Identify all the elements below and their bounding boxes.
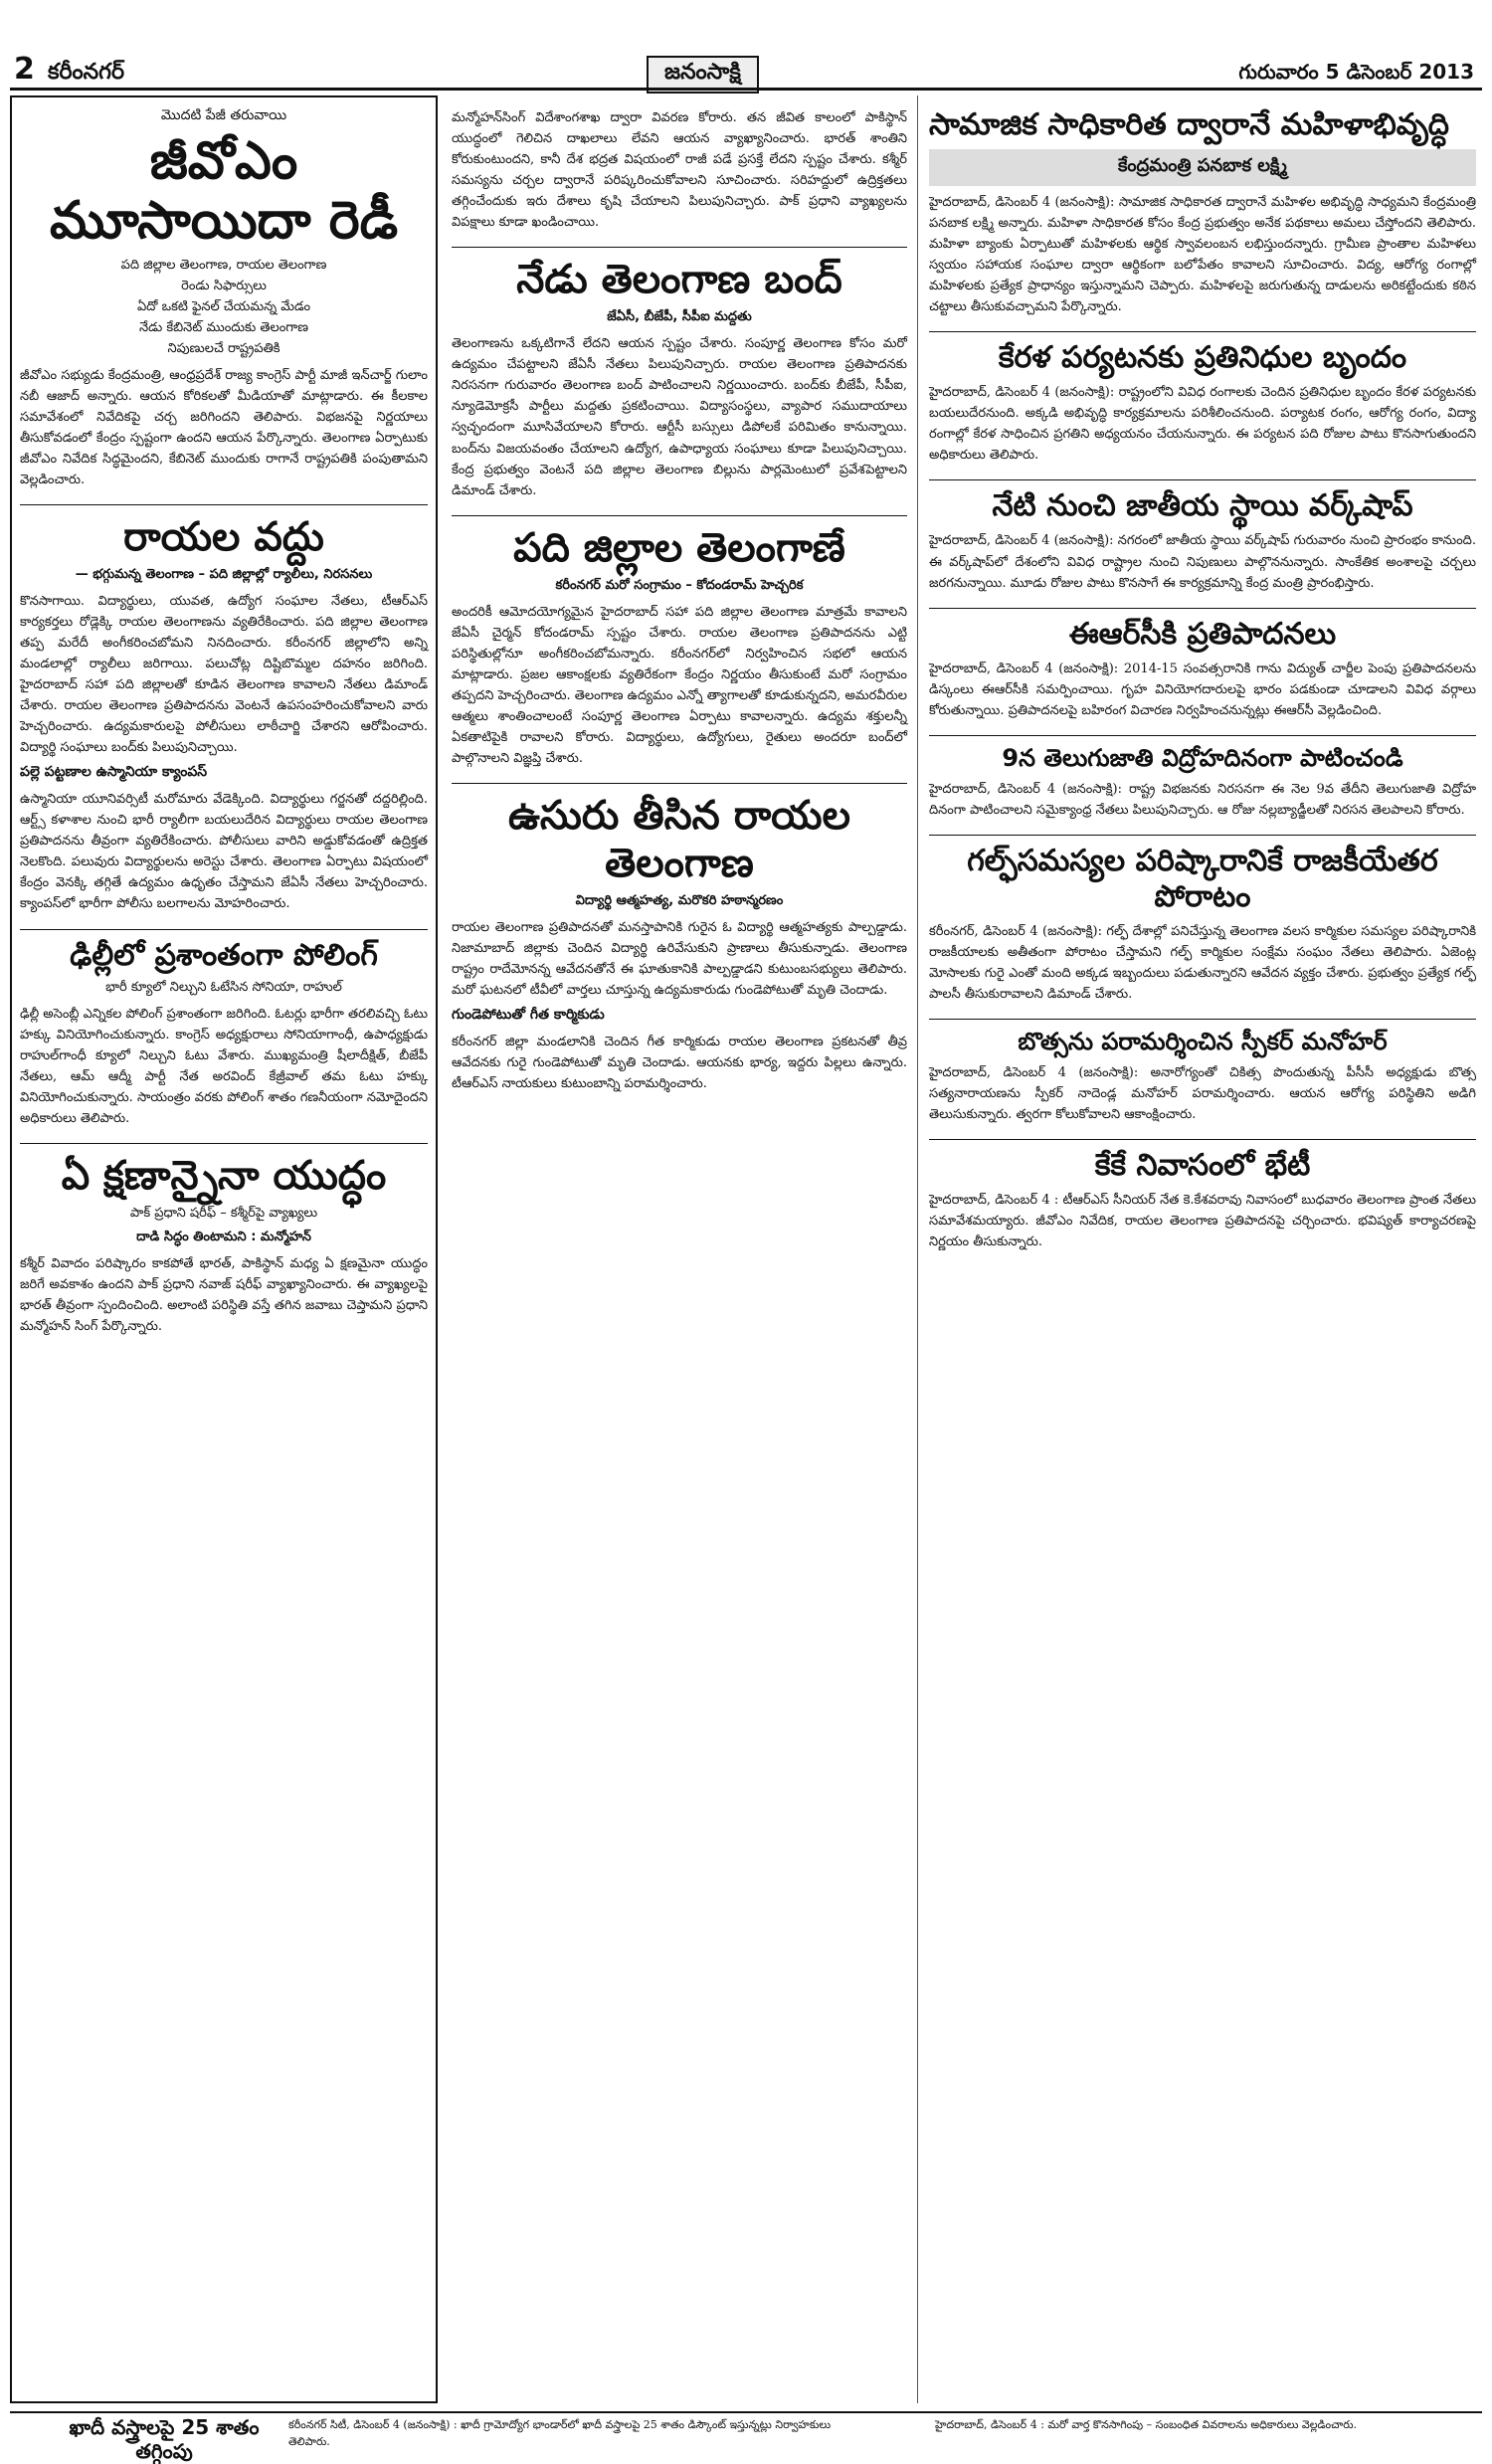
article-delhi-polling	[20, 938, 428, 1144]
article-subhead: భారీ క్యూలో నిల్చుని ఓటేసిన సోనియా, రాహుల్	[105, 979, 342, 995]
article-subhead: రెండు సిఫార్సులు	[181, 278, 267, 293]
article-body: హైదరాబాద్, డిసెంబర్ 4 : టీఆర్‌ఎస్ సీనియర్ నేత కె.కేశవరావు నివాసంలో బుధవారం తెలంగాణ ప్రాంత నేతలు సమావేశమయ్యారు. జీవోఎం నివేదిక, రాయల తెలంగాణ ప్రతిపాదనపై చర్చించారు. భవిష్యత్ కార్యాచరణపై నిర్ణయం తీసుకున్నారు.	[929, 1192, 1476, 1249]
article-subhead: నేడు కేబినెట్ ముందుకు తెలంగాణ	[138, 319, 309, 335]
article-rayala-deaths	[452, 792, 907, 1094]
article-body: ఢిల్లీ అసెంబ్లీ ఎన్నికల పోలింగ్ ప్రశాంతంగా జరిగింది. ఓటర్లు భారీగా తరలివచ్చి ఓటు హక్కు వినియోగించుకున్నారు. కాంగ్రెస్ అధ్యక్షురాలు సోనియాగాంధీ, ఉపాధ్యక్షుడు రాహుల్‌గాంధీ క్యూలో నిల్చుని ఓటు వేశారు. ముఖ్యమంత్రి షీలాదీక్షిత్, బీజేపీ నేతలు, ఆమ్ ఆద్మీ పార్టీ నేత అరవింద్ కేజ్రీవాల్ తమ ఓటు హక్కు వినియోగించుకున్నారు. సాయంత్రం వరకు పోలింగ్ శాతం గణనీయంగా నమోదైందని అధికారులు తెలిపారు.	[20, 1006, 428, 1126]
article-subhead: ఏదో ఒకటి ఫైనల్ చేయమన్న మేడం	[136, 298, 311, 314]
footer-right-body: హైదరాబాద్, డిసెంబర్ 4 : మరో వార్త కొనసాగింపు – సంబంధిత వివరాలను అధికారులు వెల్లడించారు.	[935, 2418, 1358, 2431]
article-betrayal-day	[929, 744, 1476, 836]
article-speaker-visit	[929, 1028, 1476, 1140]
article-byline: కరీంనగర్ మరో సంగ్రామం – కోదండరామ్ హెచ్చరిక	[555, 577, 804, 593]
article-byline: దాడి సిద్ధం తింటామని : మన్మోహన్	[136, 1229, 311, 1244]
article-byline-strip: కేంద్రమంత్రి పనబాక లక్ష్మి	[929, 149, 1476, 186]
article-headline: గల్ఫ్‌సమస్యల పరిష్కారానికే రాజకీయేతర పోరాటం	[967, 843, 1438, 914]
article-byline: — భగ్గుమన్న తెలంగాణ – పది జిల్లాల్లో ర్యాలీలు, నిరసనలు	[75, 566, 373, 582]
article-kerala-tour	[929, 340, 1476, 480]
article-body: కరీంనగర్, డిసెంబర్ 4 (జనంసాక్షి): గల్ఫ్ దేశాల్లో పనిచేస్తున్న తెలంగాణ వలస కార్మికుల సమస్యల పరిష్కారానికి రాజకీయాలకు అతీతంగా పోరాటం చేస్తామని గల్ఫ్ కార్మికుల సంక్షేమ సంఘం నేతలు తెలిపారు. ఏజెంట్ల మోసాలకు గురై ఎంతో మంది అక్కడ ఇబ్బందులు పడుతున్నారని ఆవేదన వ్యక్తం చేశారు. ప్రభుత్వం ప్రత్యేక గల్ఫ్ పాలసీ తీసుకురావాలని డిమాండ్ చేశారు.	[929, 923, 1476, 1002]
edition-date: గురువారం 5 డిసెంబర్ 2013	[1238, 60, 1474, 84]
article-rayala-vaddu	[20, 513, 428, 930]
edition-city: కరీంనగర్	[48, 60, 125, 85]
article-headline: నేడు తెలంగాణ బంద్	[516, 257, 842, 303]
footer-body: కరీంనగర్ సిటీ, డిసెంబర్ 4 (జనంసాక్షి) : ఖాదీ గ్రామోద్యోగ భాండార్‌లో ఖాదీ వస్త్రాలపై 25 శాతం డిస్కౌంట్ ఇస్తున్నట్లు నిర్వాహకులు తెలిపారు.	[288, 2418, 832, 2448]
article-section-head: గుండెపోటుతో గీత కార్మికుడు	[452, 1007, 605, 1024]
article-subhead: పాక్ ప్రధాని షరీఫ్ – కశ్మీర్‌పై వ్యాఖ్యలు	[129, 1205, 318, 1221]
article-continued	[452, 107, 907, 248]
article-headline: 9న తెలుగుజాతి విద్రోహదినంగా పాటించండి	[1002, 743, 1403, 772]
page-number: 2	[14, 52, 35, 87]
article-body: రాయల తెలంగాణ ప్రతిపాదనతో మనస్తాపానికి గురైన ఓ విద్యార్థి ఆత్మహత్యకు పాల్పడ్డాడు. నిజామాబాద్ జిల్లాకు చెందిన విద్యార్థి ఉరివేసుకుని ప్రాణాలు తీసుకున్నాడు. తెలంగాణ రాష్ట్రం రాదేమోనన్న ఆవేదనతోనే ఈ ఘాతుకానికి పాల్పడ్డాడని కుటుంబసభ్యులు తెలిపారు. మరో ఘటనలో టీవీలో వార్తలు చూస్తున్న ఉద్యమకారుడు గుండెపోటుతో మృతి చెందాడు.	[452, 920, 907, 999]
article-ten-districts	[452, 524, 907, 784]
article-body: కశ్మీర్ వివాదం పరిష్కారం కాకపోతే భారత్, పాకిస్థాన్ మధ్య ఏ క్షణమైనా యుద్ధం జరిగే అవకాశం ఉందని పాక్ ప్రధాని నవాజ్ షరీఫ్ వ్యాఖ్యానించారు. ఈ వ్యాఖ్యలపై భారత్ తీవ్రంగా స్పందించింది. అలాంటి పరిస్థితి వస్తే తగిన జవాబు చెప్తామని ప్రధాని మన్మోహన్ సింగ్ పేర్కొన్నారు.	[20, 1255, 428, 1334]
article-gom-draft	[20, 107, 428, 505]
column-left	[10, 95, 438, 2403]
article-telangana-bandh	[452, 256, 907, 515]
article-headline: జీవోఎం మూసాయిదా రెడీ	[49, 131, 399, 251]
article-women-empowerment	[929, 107, 1476, 332]
article-body: హైదరాబాద్, డిసెంబర్ 4 (జనంసాక్షి): రాష్ట్ర విభజనకు నిరసనగా ఈ నెల 9వ తేదీని తెలుగుజాతి విద్రోహ దినంగా పాటించాలని సమైక్యాంధ్ర నేతలు పిలుపునిచ్చారు. ఆ రోజు నల్లబ్యాడ్జీలతో నిరసన తెలపాలని కోరారు.	[929, 781, 1476, 818]
article-headline: రాయల వద్దు	[123, 513, 324, 560]
article-kk-meeting	[929, 1148, 1476, 1252]
article-headline: బొత్సను పరామర్శించిన స్పీకర్ మనోహర్	[1018, 1027, 1388, 1055]
article-workshop	[929, 488, 1476, 608]
article-body: కరీంనగర్ జిల్లా మండలానికి చెందిన గీత కార్మికుడు రాయల తెలంగాణ ప్రకటనతో తీవ్ర ఆవేదనకు గురై గుండెపోటుతో మృతి చెందాడు. ఆయనకు భార్య, ఇద్దరు పిల్లలు ఉన్నారు. టీఆర్‌ఎస్ నాయకులు కుటుంబాన్ని పరామర్శించారు.	[452, 1035, 907, 1092]
article-body: ఉస్మానియా యూనివర్సిటీ మరోమారు వేడెక్కింది. విద్యార్థులు గర్జనతో దద్దరిల్లింది. ఆర్ట్స్ కళాశాల నుంచి భారీ ర్యాలీగా బయలుదేరిన విద్యార్థులు రాయల తెలంగాణ ప్రతిపాదనను తీవ్రంగా వ్యతిరేకించారు. పోలీసులు వారిని అడ్డుకోవడంతో ఉద్రిక్తత నెలకొంది. పలువురు విద్యార్థులను అరెస్టు చేశారు. తెలంగాణ ఏర్పాటు విషయంలో కేంద్రం వెనక్కి తగ్గితే ఉద్యమం ఉధృతం చేస్తామని జేఏసీ నేతలు హెచ్చరించారు. క్యాంపస్‌లో భారీగా పోలీసు బలగాలను మోహరించారు.	[20, 792, 428, 912]
article-body: హైదరాబాద్, డిసెంబర్ 4 (జనంసాక్షి): 2014-15 సంవత్సరానికి గాను విద్యుత్ చార్జీల పెంపు ప్రతిపాదనలను డిస్కంలు ఈఆర్‌సీకి సమర్పించాయి. గృహ వినియోగదారులపై భారం పడకుండా చూడాలని వివిధ వర్గాలు కోరుతున్నాయి. ప్రతిపాదనలపై బహిరంగ విచారణ నిర్వహించనున్నట్లు ఈఆర్‌సీ వెల్లడించింది.	[929, 661, 1476, 718]
article-headline: ఢిల్లీలో ప్రశాంతంగా పోలింగ్	[70, 937, 378, 973]
article-headline: ఉసురు తీసిన రాయల తెలంగాణ	[508, 793, 850, 887]
article-body: అందరికీ ఆమోదయోగ్యమైన హైదరాబాద్ సహా పది జిల్లాల తెలంగాణ మాత్రమే కావాలని జేఏసీ చైర్మన్ కోదండరామ్ స్పష్టం చేశారు. రాయల తెలంగాణ ప్రతిపాదనను ఎట్టి పరిస్థితుల్లోనూ అంగీకరించబోమన్నారు. కరీంనగర్‌లో నిర్వహించిన సభలో ఆయన మాట్లాడారు. ప్రజల ఆకాంక్షలకు వ్యతిరేకంగా కేంద్రం నిర్ణయం తీసుకుంటే మరో సంగ్రామం తప్పదని హెచ్చరించారు. తెలంగాణ ఉద్యమం ఎన్నో త్యాగాలతో కూడుకున్నదని, అమరవీరుల ఆత్మలు శాంతించాలంటే సంపూర్ణ తెలంగాణ ఏర్పాటు కావాలన్నారు. ఉద్యమ శక్తులన్నీ ఏకతాటిపైకి రావాలని కోరారు. విద్యార్థులు, ఉద్యోగులు, రైతులు అందరూ బంద్‌లో పాల్గొనాలని విజ్ఞప్తి చేశారు.	[452, 604, 907, 766]
column-right	[923, 95, 1482, 2403]
article-headline: పది జిల్లాల తెలంగాణే	[513, 524, 845, 571]
article-body: హైదరాబాద్, డిసెంబర్ 4 (జనంసాక్షి): నగరంలో జాతీయ స్థాయి వర్క్‌షాప్ గురువారం నుంచి ప్రారంభం కానుంది. ఈ వర్క్‌షాప్‌లో దేశంలోని వివిధ రాష్ట్రాల నుంచి నిపుణులు పాల్గొననున్నారు. సాంకేతిక అంశాలపై చర్చలు జరగనున్నాయి. మూడు రోజుల పాటు కొనసాగే ఈ కార్యక్రమాన్ని కేంద్ర మంత్రి ప్రారంభిస్తారు.	[929, 533, 1476, 591]
article-section-head: పల్లె పట్టణాల ఉస్మానియా క్యాంపస్	[20, 764, 208, 781]
masthead	[0, 0, 1492, 87]
article-byline: జేఏసీ, బీజేపీ, సీపీఐ మద్దతు	[607, 309, 752, 325]
article-headline: కేరళ పర్యటనకు ప్రతినిధుల బృందం	[998, 340, 1407, 376]
newspaper-logo: జనంసాక్షి	[647, 56, 759, 94]
article-headline: కేకే నివాసంలో భేటీ	[1094, 1147, 1311, 1183]
footer-strip	[10, 2411, 1482, 2461]
article-byline: విద్యార్థి ఆత్మహత్య, మరొకరి హఠాన్మరణం	[575, 893, 784, 909]
column-middle	[446, 95, 913, 2403]
article-body: తెలంగాణను ఒక్కటిగానే లేదని ఆయన స్పష్టం చేశారు. సంపూర్ణ తెలంగాణ కోసం మరో ఉద్యమం చేపట్టాలని జేఏసీ నేతలు పిలుపునిచ్చారు. రాయల తెలంగాణ ప్రతిపాదనకు నిరసనగా గురువారం తెలంగాణ బంద్ పాటించాలని నిర్ణయించారు. బంద్‌కు బీజేపీ, సీపీఐ, న్యూడెమోక్రసీ పార్టీలు మద్దతు ప్రకటించాయి. విద్యాసంస్థలు, వ్యాపార సముదాయాలు స్వచ్ఛందంగా మూసివేయాలని కోరారు. ఆర్టీసీ బస్సులు డిపోలకే పరిమితం కానున్నాయి. బంద్‌ను విజయవంతం చేయాలని ఉద్యోగ, ఉపాధ్యాయ సంఘాలు కూడా పిలుపునిచ్చాయి. కేంద్ర ప్రభుత్వం వెంటనే పది జిల్లాల తెలంగాణ బిల్లును పార్లమెంటులో ప్రవేశపెట్టాలని డిమాండ్ చేశారు.	[452, 336, 907, 498]
article-body: హైదరాబాద్, డిసెంబర్ 4 (జనంసాక్షి): సామాజిక సాధికారత ద్వారానే మహిళల అభివృద్ధి సాధ్యమని కేంద్రమంత్రి పనబాక లక్ష్మి అన్నారు. మహిళా సాధికారత కోసం కేంద్ర ప్రభుత్వం అనేక పథకాలు అమలు చేస్తోందని తెలిపారు. మహిళా బ్యాంకు ఏర్పాటుతో మహిళలకు ఆర్థిక స్వావలంబన లభిస్తుందన్నారు. గ్రామీణ ప్రాంతాల మహిళలు స్వయం సహాయక సంఘాల ద్వారా ఆర్థికంగా బలోపేతం కావాలని సూచించారు. విద్య, ఆరోగ్య రంగాల్లో మహిళలకు ప్రత్యేక ప్రాధాన్యం ఇస్తున్నామని చెప్పారు. మహిళలపై జరుగుతున్న దాడులను అరికట్టేందుకు కఠిన చట్టాలు తీసుకువచ్చామని పేర్కొన్నారు.	[929, 195, 1476, 315]
masthead-rule	[10, 88, 1482, 91]
article-kicker: మొదటి పేజీ తరువాయి	[160, 107, 287, 123]
article-subhead: నిపుణులచే రాష్ట్రపతికి	[167, 340, 280, 356]
article-body: కొనసాగాయి. విద్యార్థులు, యువత, ఉద్యోగ సంఘాల నేతలు, టీఆర్‌ఎస్ కార్యకర్తలు రోడ్లెక్కి రాయల తెలంగాణను వ్యతిరేకించారు. పది జిల్లాల తెలంగాణ తప్ప మరేదీ అంగీకరించబోమని నినదించారు. కరీంనగర్ జిల్లాలోని అన్ని మండలాల్లో ర్యాలీలు జరిగాయి. పలుచోట్ల దిష్టిబొమ్మల దహనం జరిగింది. హైదరాబాద్ సహా పది జిల్లాలతో కూడిన తెలంగాణ కావాలని నేతలు డిమాండ్ చేశారు. రాయల తెలంగాణ ప్రతిపాదనను వెంటనే ఉపసంహరించుకోవాలని వారు హెచ్చరించారు. ఉద్యమకారులపై పోలీసులు లాఠీచార్జి చేశారని ఆరోపించారు. విద్యార్థి సంఘాలు బంద్‌కు పిలుపునిచ్చాయి.	[20, 593, 428, 756]
article-body: హైదరాబాద్, డిసెంబర్ 4 (జనంసాక్షి): అనారోగ్యంతో చికిత్స పొందుతున్న పీసీసీ అధ్యక్షుడు బొత్స సత్యనారాయణను స్పీకర్ నాదెండ్ల మనోహర్ పరామర్శించారు. ఆయన ఆరోగ్య పరిస్థితిని అడిగి తెలుసుకున్నారు. త్వరగా కోలుకోవాలని ఆకాంక్షించారు.	[929, 1064, 1476, 1122]
article-erc-proposals	[929, 617, 1476, 736]
article-headline: నేటి నుంచి జాతీయ స్థాయి వర్క్‌షాప్	[992, 488, 1413, 524]
article-headline: ఈఆర్‌సీకి ప్రతిపాదనలు	[1068, 616, 1337, 652]
article-gulf-issues	[929, 844, 1476, 1020]
article-body: హైదరాబాద్, డిసెంబర్ 4 (జనంసాక్షి): రాష్ట్రంలోని వివిధ రంగాలకు చెందిన ప్రతినిధుల బృందం కేరళ పర్యటనకు బయలుదేరనుంది. అక్కడి అభివృద్ధి కార్యక్రమాలను పరిశీలించనుంది. పర్యాటక రంగం, ఆరోగ్య రంగం, విద్యా రంగాల్లో కేరళ సాధించిన ప్రగతిని అధ్యయనం చేయనున్నారు. ఈ పర్యటన పది రోజుల పాటు కొనసాగుతుందని అధికారులు తెలిపారు.	[929, 385, 1476, 464]
article-subhead: పది జిల్లాల తెలంగాణ, రాయల తెలంగాణ	[120, 257, 327, 273]
article-headline: ఏ క్షణాన్నైనా యుద్ధం	[61, 1152, 387, 1199]
column-divider	[917, 95, 918, 2403]
footer-headline: ఖాదీ వస్త్రాలపై 25 శాతం తగ్గింపు	[69, 2415, 260, 2463]
article-body: మన్మోహన్‌సింగ్ విదేశాంగశాఖ ద్వారా వివరణ కోరారు. తన జీవిత కాలంలో పాకిస్థాన్ యుద్ధంలో గెలిచిన దాఖలాలు లేవని ఆయన వ్యాఖ్యానించారు. భారత్ శాంతిని కోరుకుంటుందని, కానీ దేశ భద్రత విషయంలో రాజీ పడే ప్రసక్తే లేదని స్పష్టం చేశారు. కశ్మీర్ సమస్యను చర్చల ద్వారానే పరిష్కరించుకోవాలని సూచించారు. సరిహద్దులో ఉద్రిక్తతలు తగ్గించేందుకు ఇరు దేశాలు కృషి చేయాలని పిలుపునిచ్చారు. పాక్ ప్రధాని వ్యాఖ్యలను విపక్షాలు కూడా ఖండించాయి.	[452, 110, 907, 231]
article-headline: సామాజిక సాధికారిత ద్వారానే మహిళాభివృద్ధి	[929, 107, 1449, 142]
article-body: జీవోఎం సభ్యుడు కేంద్రమంత్రి, ఆంధ్రప్రదేశ్ రాజ్య కాంగ్రెస్ పార్టీ మాజీ ఇన్‌చార్జ్ గులాం నబీ ఆజాద్ అన్నారు. ఆయన కోరికలతో మీడియాతో మాట్లాడారు. ఈ కీలకాల సమావేశంలో నివేదికపై చర్చ జరిగిందని తెలిపారు. విభజనపై నిర్ణయాలు తీసుకోవడంలో కేంద్రం స్పష్టంగా ఉందని ఆయన పేర్కొన్నారు. తెలంగాణ ఏర్పాటుకు జీవోఎం నివేదిక సిద్ధమైందని, కేబినెట్ ముందుకు రాగానే రాష్ట్రపతికి పంపుతామని వెల్లడించారు.	[20, 367, 428, 487]
article-war-anytime	[20, 1152, 428, 1337]
